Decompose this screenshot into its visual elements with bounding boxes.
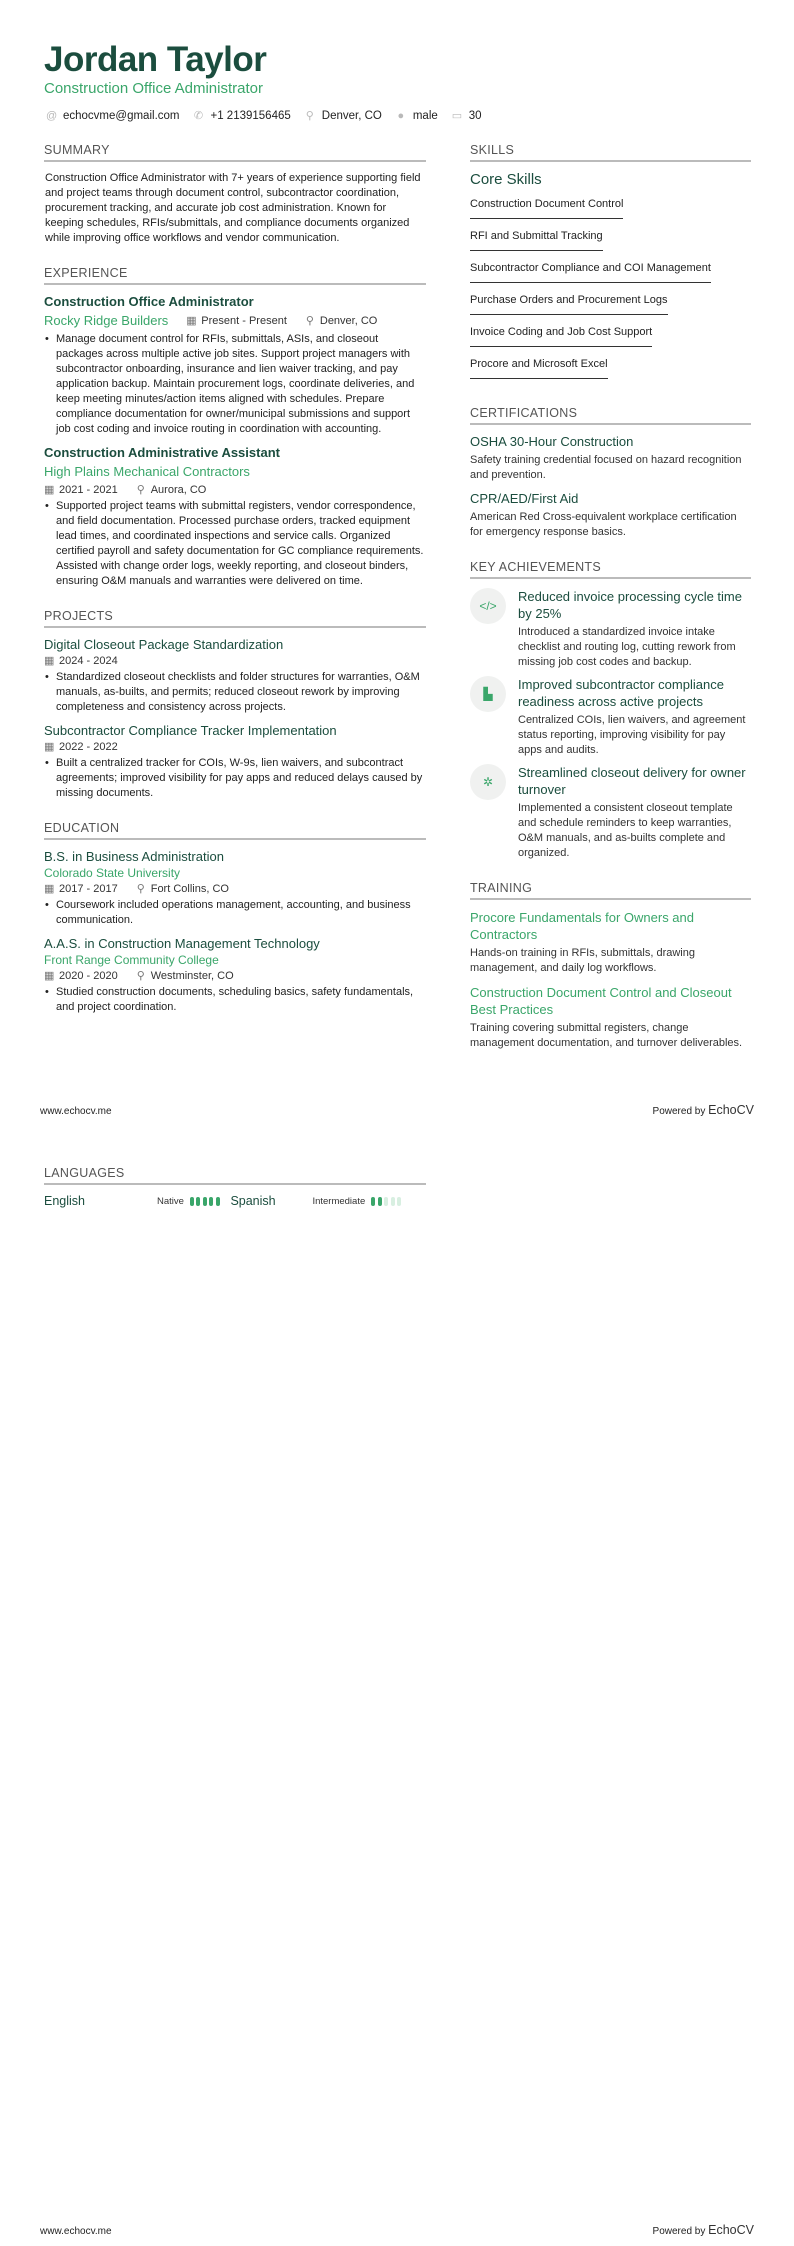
powered-by	[653, 1103, 754, 1117]
rating-dot-empty	[397, 1197, 401, 1206]
calendar-icon: ▦	[44, 741, 55, 753]
phone-icon: ✆	[193, 110, 204, 122]
skill-item: RFI and Submittal Tracking	[470, 230, 603, 251]
education-bullet: • Studied construction documents, scheduling basics, safety fundamentals, and project coordination.	[44, 985, 426, 1015]
achievement-item	[470, 764, 751, 861]
achievement-item	[470, 588, 751, 670]
achievement-title: Streamlined closeout delivery for owner turnover	[518, 765, 746, 797]
achievement-desc: Introduced a standardized invoice intake checklist and routing log, cutting rework from missing job cost codes and backup.	[518, 626, 736, 668]
sparkle-icon: ✲	[470, 764, 506, 800]
calendar-icon: ▭	[451, 110, 463, 122]
calendar-icon: ▦	[44, 883, 55, 895]
certifications-section	[470, 406, 751, 540]
location-icon: ⚲	[136, 484, 145, 496]
job-bullet: • Manage document control for RFIs, submittals, ASIs, and closeout packages across multiple active job sites. Support project managers with subcontractor onboarding, insurance and lien waiver tracking, and pay application backup. Maintain procurement logs, coordinate deliveries, and keep meeting minutes/action items aligned with schedules. Prepare compliance documentation for owner/municipal submissions and support job cost coding and invoice routing in coordination with accounting.	[44, 332, 426, 437]
training-desc: Training covering submittal registers, change management documentation, and turnover deliverables.	[470, 1022, 743, 1049]
section-heading: EXPERIENCE	[44, 266, 426, 285]
languages-section	[44, 1166, 426, 1208]
cert-desc: Safety training credential focused on hazard recognition and prevention.	[470, 454, 742, 481]
candidate-name: Jordan Taylor	[44, 40, 267, 79]
experience-item	[44, 445, 426, 589]
rating-dot-filled	[203, 1197, 207, 1206]
powered-label: Powered by	[652, 2226, 706, 2237]
section-heading: CERTIFICATIONS	[470, 406, 751, 425]
achievement-title: Improved subcontractor compliance readiness across active projects	[518, 677, 724, 709]
location-text: Denver, CO	[321, 109, 382, 122]
dates: Present - Present	[201, 314, 287, 327]
education-item	[44, 936, 426, 1015]
code-icon: </>	[470, 588, 506, 624]
project-bullet: • Built a centralized tracker for COIs, W-9s, lien waivers, and subcontract agreements; improved visibility for pay apps and reduced delays caused by missing documents.	[44, 756, 426, 801]
rating-dot-filled	[371, 1197, 375, 1206]
skill-item: Construction Document Control	[470, 198, 623, 219]
dates: 2017 - 2017	[59, 882, 118, 895]
achievement-desc: Implemented a consistent closeout template and schedule reminders to keep warranties, O&M manuals, and as-builts complete and organized.	[518, 802, 733, 859]
section-heading: KEY ACHIEVEMENTS	[470, 560, 751, 579]
rating-dot-filled	[209, 1197, 213, 1206]
training-title: Construction Document Control and Closeout Best Practices	[470, 985, 732, 1017]
company: High Plains Mechanical Contractors	[44, 464, 250, 479]
summary-section	[44, 143, 426, 246]
company: Rocky Ridge Builders	[44, 313, 169, 328]
skill-group-title: Core Skills	[470, 171, 542, 188]
rating-dot-empty	[391, 1197, 395, 1206]
section-heading: PROJECTS	[44, 609, 426, 628]
language-level: Intermediate	[312, 1195, 366, 1207]
location: Aurora, CO	[150, 483, 207, 496]
achievement-item	[470, 676, 751, 758]
at-icon: @	[46, 109, 58, 122]
email-text: echocvme@gmail.com	[63, 109, 180, 122]
gender-text: male	[412, 109, 438, 122]
calendar-icon: ▦	[44, 970, 55, 982]
education-section	[44, 821, 426, 1015]
training-title: Procore Fundamentals for Owners and Contractors	[470, 910, 694, 942]
contact-email[interactable]	[46, 110, 180, 122]
training-section	[470, 881, 751, 1051]
project-title: Digital Closeout Package Standardization	[44, 637, 284, 652]
powered-label: Powered by	[652, 1106, 706, 1117]
location: Denver, CO	[319, 314, 378, 327]
dates: 2022 - 2022	[59, 740, 118, 753]
achievements-section	[470, 560, 751, 861]
page-footer	[40, 1103, 754, 1117]
right-column	[470, 143, 751, 1071]
left-column	[44, 143, 426, 1035]
language-level: Native	[157, 1195, 184, 1207]
job-title: Construction Administrative Assistant	[44, 445, 280, 460]
footer-site-link[interactable]: www.echocv.me	[40, 1106, 112, 1117]
summary-text: Construction Office Administrator with 7+ years of experience supporting field and project teams through document control, subcontractor coordination, procurement tracking, and accurate job cost administration. Known for keeping schedules, RFIs/submittals, and compliance documents organized while improving office workflows and vendor communication.	[45, 172, 421, 244]
candidate-title: Construction Office Administrator	[44, 80, 263, 97]
project-item	[44, 723, 426, 801]
brand-logo: EchoCV	[708, 2223, 754, 2237]
education-bullet: • Coursework included operations management, accounting, and business communication.	[44, 898, 426, 928]
degree: A.A.S. in Construction Management Technology	[44, 936, 320, 951]
age-text: 30	[468, 109, 482, 122]
project-title: Subcontractor Compliance Tracker Implementation	[44, 723, 337, 738]
skills-section	[470, 143, 751, 386]
contact-gender	[396, 110, 438, 122]
section-heading: SKILLS	[470, 143, 751, 162]
language-name: Spanish	[230, 1194, 276, 1208]
contact-row	[46, 109, 496, 122]
brand-logo: EchoCV	[708, 1103, 754, 1117]
cert-title: CPR/AED/First Aid	[470, 491, 579, 506]
languages-row	[44, 1194, 426, 1208]
footer-site-link[interactable]: www.echocv.me	[40, 2226, 112, 2237]
cert-desc: American Red Cross-equivalent workplace certification for emergency response basics.	[470, 511, 737, 538]
school: Front Range Community College	[44, 953, 219, 967]
rating-dot-empty	[384, 1197, 388, 1206]
location-icon: ⚲	[305, 110, 314, 122]
contact-phone[interactable]	[194, 109, 291, 122]
rating-dot-filled	[216, 1197, 220, 1206]
location: Westminster, CO	[150, 969, 234, 982]
resume-page-2	[0, 1123, 794, 2246]
skill-item: Procore and Microsoft Excel	[470, 358, 608, 379]
location-icon: ⚲	[305, 315, 314, 327]
rating-dot-filled	[190, 1197, 194, 1206]
location: Fort Collins, CO	[150, 882, 229, 895]
language-rating	[371, 1197, 404, 1206]
language-name: English	[44, 1194, 85, 1208]
document-icon: ▙	[470, 676, 506, 712]
language-rating	[190, 1197, 223, 1206]
phone-text: +1 2139156465	[210, 109, 291, 122]
experience-section	[44, 266, 426, 589]
project-bullet: • Standardized closeout checklists and folder structures for warranties, O&M manuals, as-builts, and permits; reduced closeout rework by improving completeness and consistency across projects.	[44, 670, 426, 715]
project-item	[44, 637, 426, 715]
projects-section	[44, 609, 426, 801]
calendar-icon: ▦	[44, 484, 55, 496]
powered-by	[653, 2223, 754, 2237]
cert-title: OSHA 30-Hour Construction	[470, 434, 634, 449]
section-heading: EDUCATION	[44, 821, 426, 840]
dates: 2021 - 2021	[59, 483, 118, 496]
achievement-title: Reduced invoice processing cycle time by 25%	[518, 589, 742, 621]
location-icon: ⚲	[136, 970, 145, 982]
skill-item: Purchase Orders and Procurement Logs	[470, 294, 668, 315]
education-item	[44, 849, 426, 928]
skill-item: Invoice Coding and Job Cost Support	[470, 326, 652, 347]
calendar-icon: ▦	[44, 655, 55, 667]
experience-item	[44, 294, 426, 437]
dates: 2024 - 2024	[59, 654, 118, 667]
rating-dot-filled	[378, 1197, 382, 1206]
job-title: Construction Office Administrator	[44, 294, 254, 309]
job-bullet: • Supported project teams with submittal registers, vendor correspondence, and field documentation. Processed purchase orders, tracked equipment lead times, and coordinated inspections and service calls. Organized certified payroll and safety documentation for GC compliance requirements. Assisted with change order logs, weekly reporting, and closeout binders, ensuring O&M manuals and warranties were delivered on time.	[44, 499, 426, 589]
calendar-icon: ▦	[186, 315, 197, 327]
dates: 2020 - 2020	[59, 969, 118, 982]
degree: B.S. in Business Administration	[44, 849, 224, 864]
user-icon: ●	[397, 109, 405, 122]
training-desc: Hands-on training in RFIs, submittals, drawing management, and daily log workflows.	[470, 947, 695, 974]
rating-dot-filled	[196, 1197, 200, 1206]
section-heading: TRAINING	[470, 881, 751, 900]
section-heading: LANGUAGES	[44, 1166, 426, 1185]
achievement-desc: Centralized COIs, lien waivers, and agreement status reporting, improving visibility for pay apps and audits.	[518, 714, 746, 756]
skill-item: Subcontractor Compliance and COI Management	[470, 262, 711, 283]
school: Colorado State University	[44, 866, 181, 880]
contact-location	[305, 109, 382, 122]
location-icon: ⚲	[136, 883, 145, 895]
section-heading: SUMMARY	[44, 143, 426, 162]
page-footer	[40, 2223, 754, 2237]
contact-age	[452, 109, 482, 122]
